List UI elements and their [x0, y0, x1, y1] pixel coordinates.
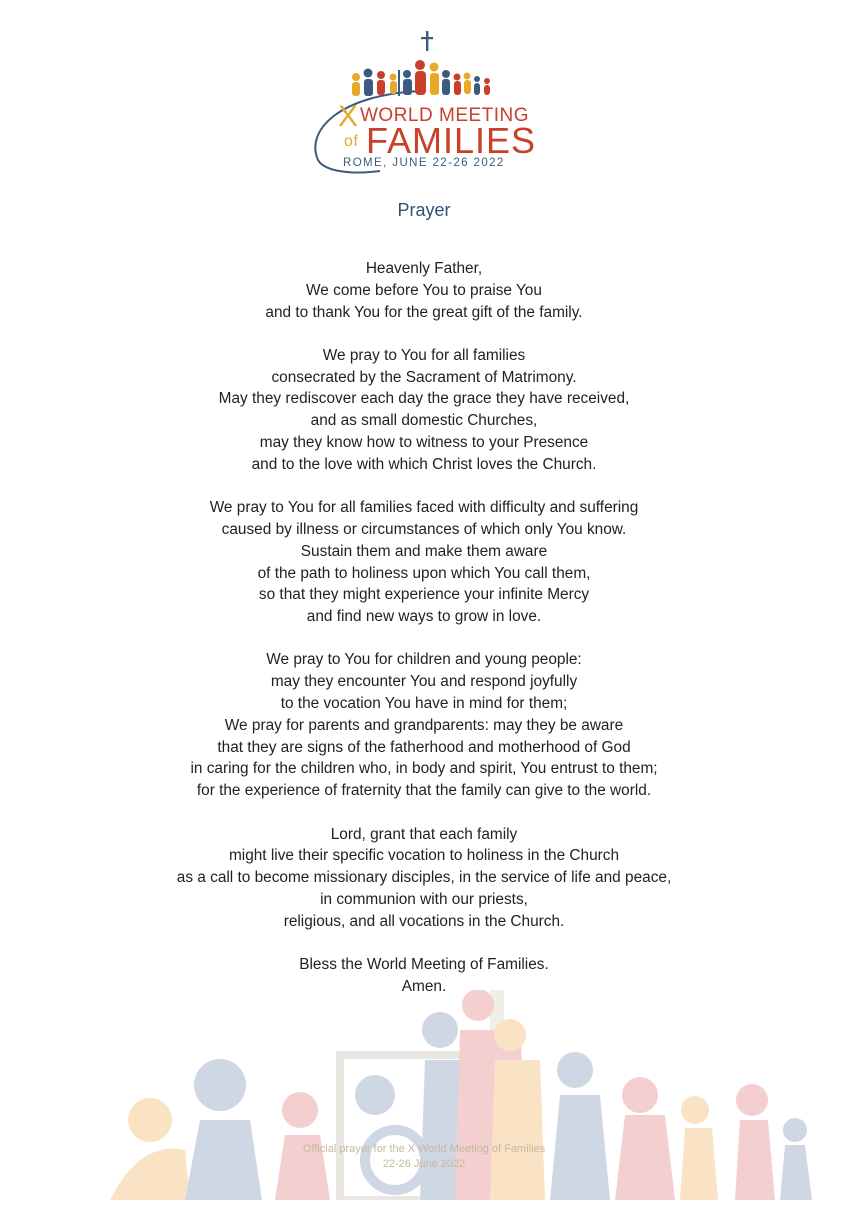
event-logo — [300, 25, 540, 175]
prayer-text — [0, 258, 848, 1019]
prayer-line: Sustain them and make them aware — [300, 542, 548, 560]
page-title: Prayer — [397, 200, 451, 220]
prayer-stanza — [0, 824, 848, 933]
prayer-line: religious, and all vocations in the Church. — [283, 912, 565, 930]
logo-numeral: X — [338, 100, 359, 133]
prayer-line: May they rediscover each day the grace they have received, — [218, 390, 630, 408]
logo-of: of — [344, 133, 359, 150]
prayer-stanza — [0, 345, 848, 476]
prayer-line: as a call to become missionary disciples, in the service of life and peace, — [176, 869, 672, 887]
footer-line-1: Official prayer for the X World Meeting of Families — [302, 1143, 546, 1155]
prayer-line: so that they might experience your infinite Mercy — [258, 586, 590, 604]
prayer-stanza — [0, 258, 848, 323]
footer-line-2: 22-26 June 2022 — [382, 1158, 466, 1170]
prayer-line: and to thank You for the great gift of the family. — [265, 303, 583, 321]
prayer-line: and as small domestic Churches, — [310, 412, 538, 430]
prayer-line: may they know how to witness to your Presence — [259, 434, 589, 452]
logo-world-meeting: WORLD MEETING — [360, 105, 530, 126]
prayer-line: We pray for parents and grandparents: may they be aware — [224, 716, 624, 734]
prayer-line: We pray to You for children and young people: — [266, 651, 582, 669]
logo-date: ROME, JUNE 22-26 2022 — [343, 157, 505, 169]
logo-families: FAMILIES — [366, 120, 537, 161]
prayer-line: consecrated by the Sacrament of Matrimony. — [271, 368, 577, 386]
prayer-line: We pray to You for all families faced with difficulty and suffering — [209, 499, 639, 517]
prayer-line: Bless the World Meeting of Families. — [299, 956, 549, 974]
prayer-stanza — [0, 497, 848, 628]
footer-caption — [0, 1142, 848, 1172]
prayer-line: We pray to You for all families — [322, 346, 526, 364]
prayer-line: Heavenly Father, — [365, 260, 483, 277]
prayer-line: in caring for the children who, in body and spirit, You entrust to them; — [190, 760, 658, 778]
prayer-line: that they are signs of the fatherhood and motherhood of God — [217, 738, 631, 756]
prayer-line: in communion with our priests, — [320, 890, 528, 908]
prayer-line: for the experience of fraternity that the family can give to the world. — [196, 782, 652, 800]
prayer-line: might live their specific vocation to holiness in the Church — [228, 847, 620, 865]
prayer-line: may they encounter You and respond joyfully — [270, 673, 578, 691]
prayer-line: to the vocation You have in mind for them; — [280, 695, 568, 713]
prayer-line: and to the love with which Christ loves the Church. — [251, 455, 597, 473]
prayer-line: of the path to holiness upon which You call them, — [257, 564, 591, 582]
prayer-line: and find new ways to grow in love. — [306, 608, 542, 626]
prayer-line: We come before You to praise You — [306, 281, 542, 299]
prayer-line: Amen. — [401, 977, 447, 995]
prayer-stanza — [0, 649, 848, 802]
prayer-line: Lord, grant that each family — [330, 825, 518, 843]
prayer-line: caused by illness or circumstances of which only You know. — [221, 520, 627, 538]
